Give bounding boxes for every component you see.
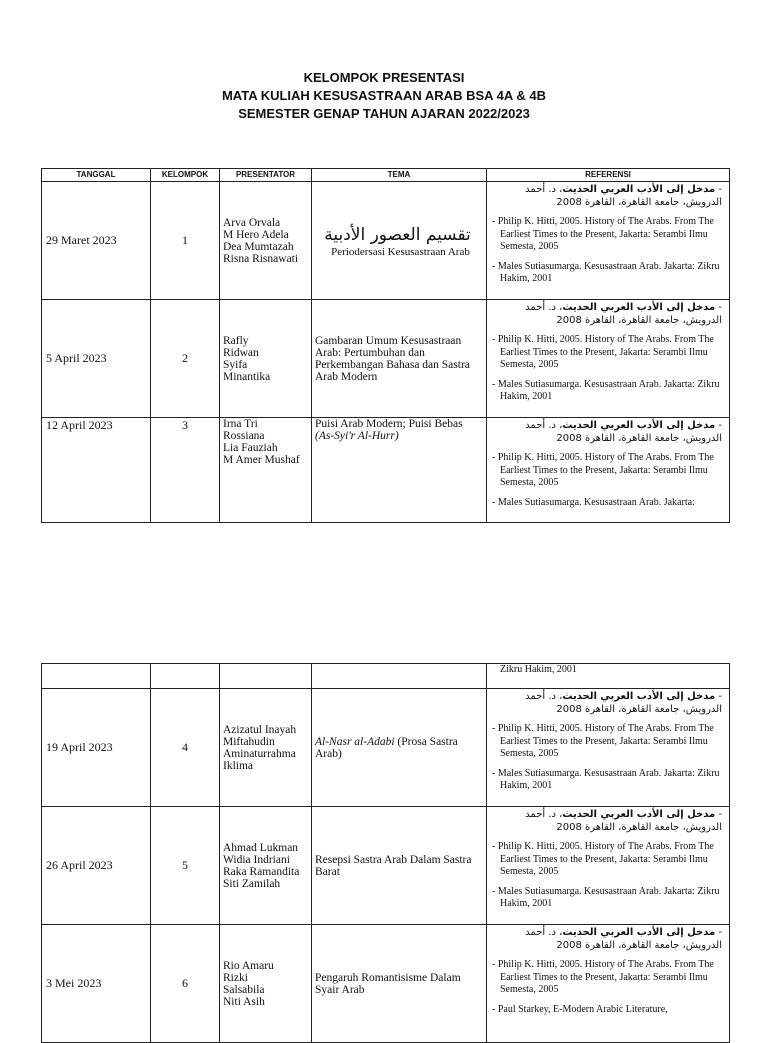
ref-hitti: - Philip K. Hitti, 2005. History of The Arabs. From The Earliest Times to the Present, Jakarta: Serambi Ilmu Semesta, 2005 <box>492 452 714 488</box>
tema-text: Puisi Arab Modern; Puisi Bebas <box>315 418 463 430</box>
ref-hitti: - Philip K. Hitti, 2005. History of The Arabs. From The Earliest Times to the Present, Jakarta: Serambi Ilmu Semesta, 2005 <box>492 841 714 877</box>
tema-latin: Periodersasi Kesusastraan Arab <box>331 245 470 258</box>
cell-tema: Resepsi Sastra Arab Dalam Sastra Barat <box>312 807 487 925</box>
cell-tema: Pengaruh Romantisisme Dalam Syair Arab <box>312 925 487 1043</box>
presentator-name: Rizki <box>223 971 248 984</box>
ref-arabic: - مدخل إلى الأدب العربي الحديث، د. أحمد الدرويش، جامعة القاهرة، القاهرة 2008 <box>525 809 722 833</box>
cell-presentator <box>220 418 312 523</box>
presentator-name: Rossiana <box>223 430 265 442</box>
ref-males: - Males Sutiasumarga. Kesusastraan Arab. Jakarta: <box>492 496 695 508</box>
ref-arabic: - مدخل إلى الأدب العربي الحديث، د. أحمد الدرويش، جامعة القاهرة، القاهرة 2008 <box>525 420 722 444</box>
ref-arabic: - مدخل إلى الأدب العربي الحديث، د. أحمد الدرويش، جامعة القاهرة، القاهرة 2008 <box>525 184 722 208</box>
presentator-name: Miftahudin <box>223 735 275 748</box>
presentator-name: Azizatul Inayah <box>223 723 297 736</box>
presentator-name: Salsabila <box>223 983 265 996</box>
cell-kelompok: 2 <box>151 300 220 418</box>
ref-starkey: - Paul Starkey, E-Modern Arabic Literature, <box>492 1003 668 1015</box>
presentator-name: Ahmad Lukman <box>223 841 299 854</box>
cell-tema <box>312 689 487 807</box>
table-row <box>42 182 730 300</box>
schedule-table-page1 <box>41 168 730 523</box>
ref-hitti: - Philip K. Hitti, 2005. History of The Arabs. From The Earliest Times to the Present, Jakarta: Serambi Ilmu Semesta, 2005 <box>492 216 714 252</box>
cell-tanggal: 3 Mei 2023 <box>42 925 151 1043</box>
cell-presentator <box>220 689 312 807</box>
cell-presentator <box>220 925 312 1043</box>
presentator-name: Rio Amaru <box>223 959 274 972</box>
doc-title-line2: MATA KULIAH KESUSASTRAAN ARAB BSA 4A & 4B <box>221 88 547 103</box>
col-header-referensi: REFERENSI <box>487 169 730 182</box>
ref-hitti: - Philip K. Hitti, 2005. History of The Arabs. From The Earliest Times to the Present, Jakarta: Serambi Ilmu Semesta, 2005 <box>492 334 714 370</box>
presentator-name: Dea Mumtazah <box>223 240 294 253</box>
presentator-name: Aminaturrahma <box>223 747 296 760</box>
doc-title-line1: KELOMPOK PRESENTASI <box>303 70 465 85</box>
cell-referensi <box>487 807 730 925</box>
table-row <box>42 689 730 807</box>
cell-kelompok: 1 <box>151 182 220 300</box>
cell-tanggal: 12 April 2023 <box>42 418 151 523</box>
ref-males: - Males Sutiasumarga. Kesusastraan Arab. Jakarta: Zikru Hakim, 2001 <box>492 885 720 909</box>
tema-italic: (As-Syi'r Al-Hurr) <box>315 430 399 442</box>
ref-hitti: - Philip K. Hitti, 2005. History of The Arabs. From The Earliest Times to the Present, Jakarta: Serambi Ilmu Semesta, 2005 <box>492 723 714 759</box>
table-row <box>42 807 730 925</box>
cell-tema <box>312 182 487 300</box>
ref-hitti: - Philip K. Hitti, 2005. History of The Arabs. From The Earliest Times to the Present, Jakarta: Serambi Ilmu Semesta, 2005 <box>492 959 714 995</box>
presentator-name: Risna Risnawati <box>223 252 299 265</box>
presentator-name: Minantika <box>223 370 271 383</box>
ref-males: - Males Sutiasumarga. Kesusastraan Arab. Jakarta: Zikru Hakim, 2001 <box>492 260 720 284</box>
doc-title-line3: SEMESTER GENAP TAHUN AJARAN 2022/2023 <box>238 106 530 121</box>
table-row <box>42 300 730 418</box>
presentator-name: Ridwan <box>223 346 259 359</box>
cell-tanggal: 26 April 2023 <box>42 807 151 925</box>
table-row <box>42 925 730 1043</box>
tema-text: (Prosa Sastra Arab) <box>315 735 458 760</box>
cell-tanggal: 19 April 2023 <box>42 689 151 807</box>
cell-kelompok: 5 <box>151 807 220 925</box>
cell-tanggal: 29 Maret 2023 <box>42 182 151 300</box>
tema-arabic: تقسيم العصور الأدبية <box>324 224 471 245</box>
table-header-row <box>42 169 730 182</box>
cell-referensi <box>487 182 730 300</box>
ref-males-continued: Zikru Hakim, 2001 <box>500 664 577 675</box>
presentator-name: Iklima <box>223 759 254 772</box>
tema-italic: Al-Nasr al-Adabi <box>315 735 395 748</box>
presentator-name: Raka Ramandita <box>223 865 300 878</box>
presentator-name: Arva Orvala <box>223 216 281 229</box>
presentator-name: M Amer Mushaf <box>223 454 300 466</box>
cell-kelompok: 6 <box>151 925 220 1043</box>
cell-kelompok: 3 <box>151 418 220 523</box>
col-header-tanggal: TANGGAL <box>42 169 151 182</box>
cell-tanggal: 5 April 2023 <box>42 300 151 418</box>
cell-kelompok: 4 <box>151 689 220 807</box>
presentator-name: Rafly <box>223 334 249 347</box>
table-row <box>42 418 730 523</box>
cell-referensi <box>487 925 730 1043</box>
cell-presentator <box>220 182 312 300</box>
presentator-name: Irna Tri <box>223 418 258 430</box>
presentator-name: Widia Indriani <box>223 853 290 866</box>
ref-arabic: - مدخل إلى الأدب العربي الحديث، د. أحمد الدرويش، جامعة القاهرة، القاهرة 2008 <box>525 927 722 951</box>
schedule-table-page2 <box>41 663 730 1043</box>
cell-tema: Gambaran Umum Kesusastraan Arab: Pertumbuhan dan Perkembangan Bahasa dan Sastra Arab Modern <box>312 300 487 418</box>
presentator-name: Syifa <box>223 358 248 371</box>
cell-referensi <box>487 418 730 523</box>
col-header-presentator: PRESENTATOR <box>220 169 312 182</box>
col-header-tema: TEMA <box>312 169 487 182</box>
cell-referensi <box>487 664 730 689</box>
presentator-name: M Hero Adela <box>223 228 289 241</box>
ref-arabic: - مدخل إلى الأدب العربي الحديث، د. أحمد الدرويش، جامعة القاهرة، القاهرة 2008 <box>525 691 722 715</box>
cell-referensi <box>487 689 730 807</box>
cell-presentator <box>220 300 312 418</box>
cell-presentator <box>220 807 312 925</box>
table-row-continuation <box>42 664 730 689</box>
ref-arabic: - مدخل إلى الأدب العربي الحديث، د. أحمد الدرويش، جامعة القاهرة، القاهرة 2008 <box>525 302 722 326</box>
presentator-name: Niti Asih <box>223 995 265 1008</box>
presentator-name: Siti Zamilah <box>223 877 281 890</box>
ref-males: - Males Sutiasumarga. Kesusastraan Arab. Jakarta: Zikru Hakim, 2001 <box>492 767 720 791</box>
ref-males: - Males Sutiasumarga. Kesusastraan Arab. Jakarta: Zikru Hakim, 2001 <box>492 378 720 402</box>
col-header-kelompok: KELOMPOK <box>151 169 220 182</box>
cell-referensi <box>487 300 730 418</box>
presentator-name: Lia Fauziah <box>223 442 278 454</box>
cell-tema <box>312 418 487 523</box>
